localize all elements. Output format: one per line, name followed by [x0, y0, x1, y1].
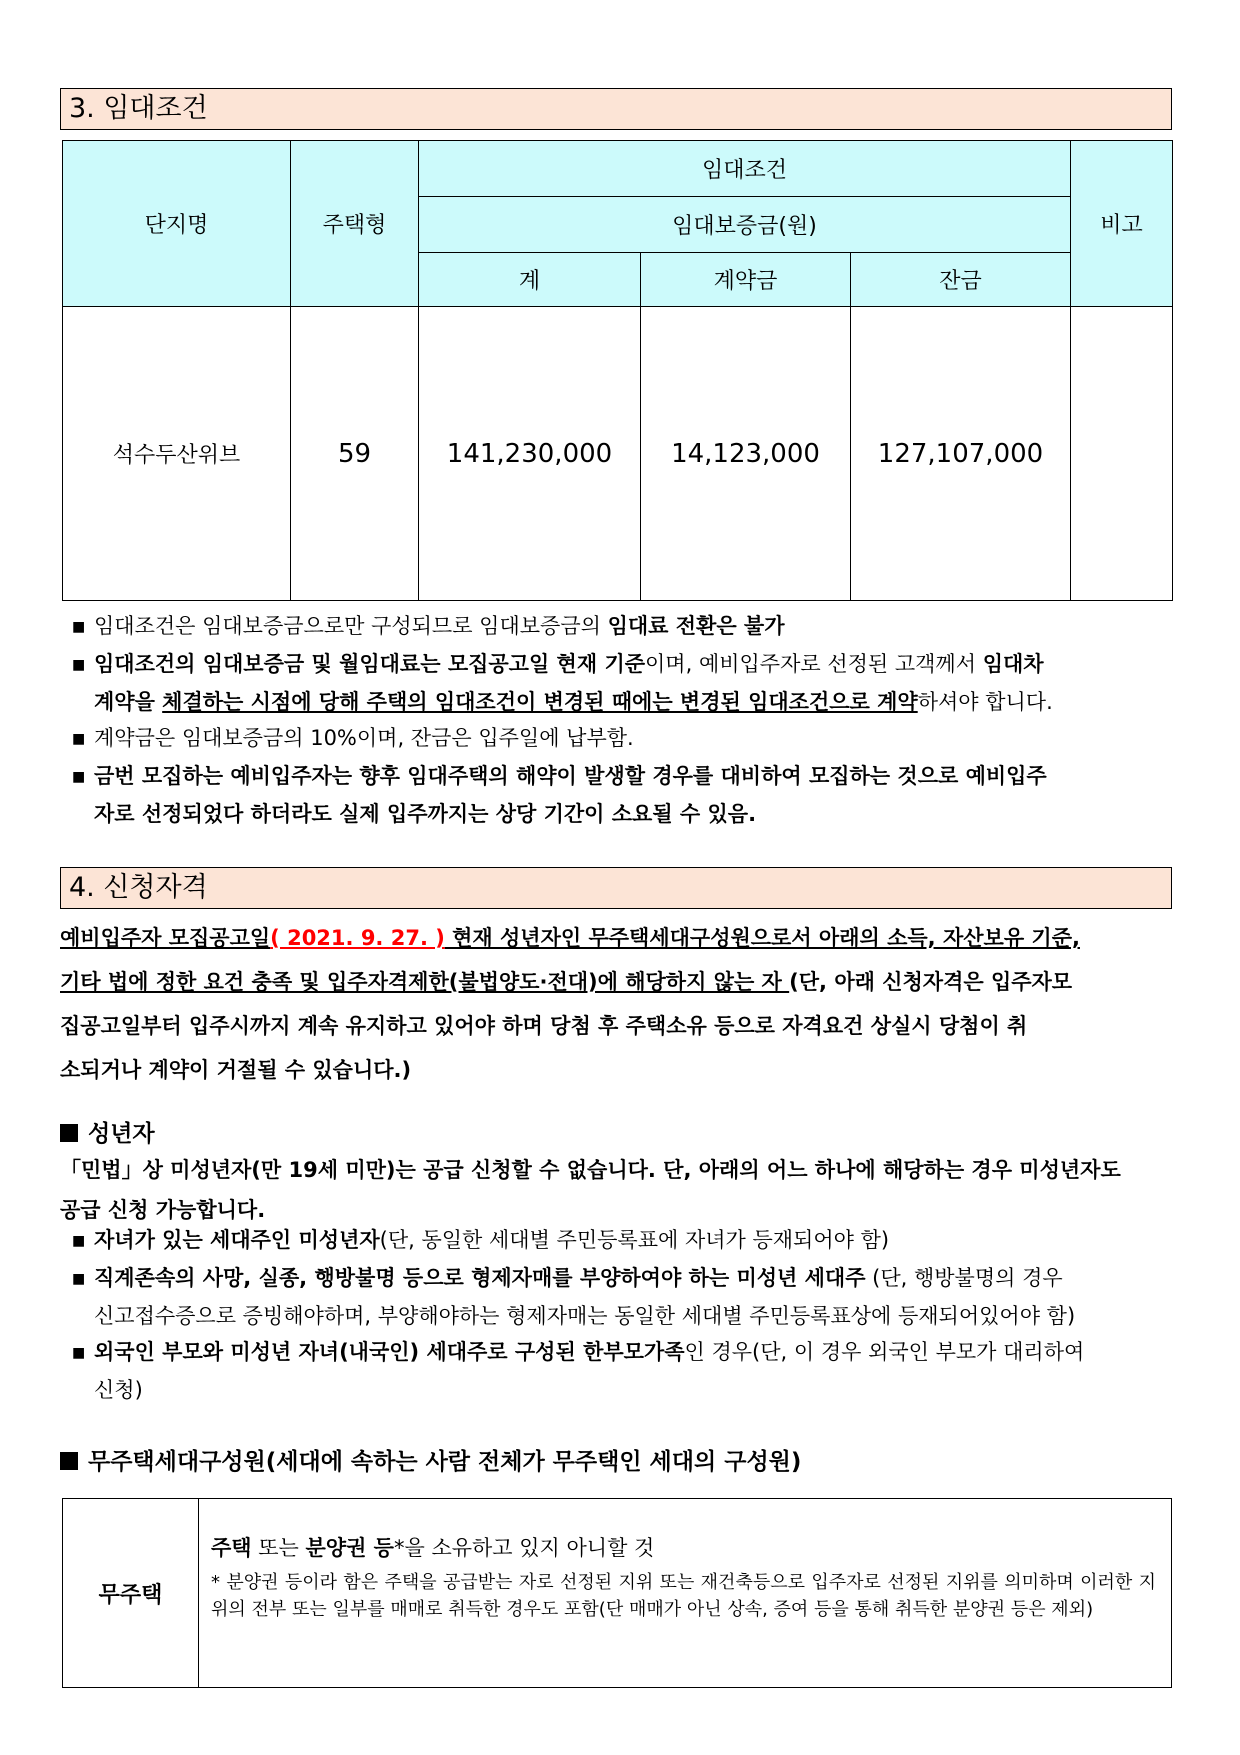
intro-line2-underlined: 기타 법에 정한 요건 충족 및 입주자격제한(불법양도·전대)에 해당하지 않는 자	[60, 970, 790, 994]
adult-desc-line2: 공급 신청 가능합니다.	[60, 1198, 266, 1222]
intro-line4: 소되거나 계약이 거절될 수 있습니다.)	[60, 1058, 412, 1082]
adult-b3-bold: 외국인 부모와 미성년 자녀(내국인) 세대주로 구성된 한부모가족	[94, 1340, 685, 1364]
note-1-bold: 임대료 전환은 불가	[607, 614, 785, 638]
square-icon	[60, 1124, 78, 1142]
note-4	[72, 758, 1172, 833]
note-2-bold: 임대조건의 임대보증금 및 월임대료는 모집공고일 현재 기준	[94, 652, 646, 676]
cell-contract: 14,123,000	[641, 307, 851, 601]
intro-line3: 집공고일부터 입주시까지 계속 유지하고 있어야 하며 당첨 후 주택소유 등으로 자격요건 상실시 당첨이 취	[60, 1014, 1028, 1038]
eligibility-intro	[60, 916, 1172, 1092]
intro-text-1: 예비입주자 모집공고일	[60, 926, 271, 950]
no-house-box	[62, 1498, 1172, 1688]
header-complex: 단지명	[63, 141, 291, 307]
note-2-line2-text: 하셔야 합니다.	[917, 690, 1053, 714]
adult-b1-text: (단, 동일한 세대별 주민등록표에 자녀가 등재되어야 함)	[379, 1228, 890, 1252]
header-total: 계	[419, 253, 641, 307]
no-house-label: 무주택	[63, 1499, 199, 1687]
bullet-icon: ■	[72, 1345, 86, 1361]
no-house-b1: 주택	[211, 1536, 252, 1560]
square-icon	[60, 1452, 78, 1470]
intro-text-2: 현재 성년자인 무주택세대구성원으로서 아래의 소득, 자산보유 기준,	[444, 926, 1080, 950]
no-house-p2: *을 소유하고 있지 아니할 것	[393, 1536, 655, 1560]
cell-balance: 127,107,000	[851, 307, 1071, 601]
note-2-bold-2: 임대차	[982, 652, 1044, 676]
no-house-requirement	[211, 1533, 1156, 1563]
note-3	[72, 720, 1172, 758]
note-2-line2-bold: 계약을	[94, 690, 163, 714]
bullet-icon: ■	[72, 657, 86, 673]
note-2-text: 이며, 예비입주자로 선정된 고객께서	[645, 652, 983, 676]
cell-house-type: 59	[291, 307, 419, 601]
adult-b2-text: (단, 행방불명의 경우	[865, 1266, 1063, 1290]
header-remarks: 비고	[1071, 141, 1173, 307]
bullet-icon: ■	[72, 1271, 86, 1287]
adult-b3-text: 인 경우(단, 이 경우 외국인 부모가 대리하여	[684, 1340, 1085, 1364]
adult-heading-text: 성년자	[88, 1121, 155, 1147]
note-1	[72, 608, 1172, 646]
no-house-footnote: * 분양권 등이라 함은 주택을 공급받는 자로 선정된 지위 또는 재건축등으로 입주자로 선정된 지위를 의미하며 이러한 지위의 전부 또는 일부를 매매로 취득한 경우도 포함(단 매매가 아닌 상속, 증여 등을 통해 취득한 분양권 등은 제외)	[211, 1572, 1156, 1620]
no-house-heading	[60, 1443, 801, 1476]
bullet-icon: ■	[72, 731, 86, 747]
cell-complex: 석수두산위브	[63, 307, 291, 601]
note-4-line1: 금번 모집하는 예비입주자는 향후 임대주택의 해약이 발생할 경우를 대비하여 모집하는 것으로 예비입주	[94, 764, 1047, 788]
section-4-title: 4. 신청자격	[60, 867, 1172, 909]
header-house-type: 주택형	[291, 141, 419, 307]
table-row	[63, 307, 1173, 601]
adult-bullet-1	[72, 1222, 1172, 1260]
adult-b3-line2: 신청)	[94, 1378, 143, 1402]
bullet-icon: ■	[72, 769, 86, 785]
bullet-icon: ■	[72, 619, 86, 635]
adult-bullet-2	[72, 1260, 1172, 1335]
header-deposit: 임대보증금(원)	[419, 197, 1071, 253]
bullet-icon: ■	[72, 1233, 86, 1249]
header-balance: 잔금	[851, 253, 1071, 307]
adult-description	[60, 1150, 1172, 1230]
note-2	[72, 646, 1172, 721]
cell-total: 141,230,000	[419, 307, 641, 601]
note-3-text: 계약금은 임대보증금의 10%이며, 잔금은 입주일에 납부함.	[94, 726, 634, 750]
no-house-heading-text: 무주택세대구성원(세대에 속하는 사람 전체가 무주택인 세대의 구성원)	[88, 1449, 802, 1475]
adult-desc-line1: 「민법」상 미성년자(만 19세 미만)는 공급 신청할 수 없습니다. 단, 아래의 어느 하나에 해당하는 경우 미성년자도	[60, 1158, 1121, 1182]
cell-remarks	[1071, 307, 1173, 601]
note-2-underlined: 체결하는 시점에 당해 주택의 임대조건이 변경된 때에는 변경된 임대조건으로 계약	[162, 690, 918, 714]
lease-conditions-table	[62, 140, 1173, 601]
intro-line2-rest: (단, 아래 신청자격은 입주자모	[789, 970, 1073, 994]
section-3-title: 3. 임대조건	[60, 88, 1172, 130]
adult-b1-bold: 자녀가 있는 세대주인 미성년자	[94, 1228, 380, 1252]
header-contract: 계약금	[641, 253, 851, 307]
adult-heading	[60, 1115, 155, 1148]
adult-b2-line2: 신고접수증으로 증빙해야하며, 부양해야하는 형제자매는 동일한 세대별 주민등록표상에 등재되어있어야 함)	[94, 1304, 1076, 1328]
note-1-text: 임대조건은 임대보증금으로만 구성되므로 임대보증금의	[94, 614, 608, 638]
intro-date: ( 2021. 9. 27. )	[270, 926, 445, 950]
header-lease-conditions: 임대조건	[419, 141, 1071, 197]
adult-b2-bold: 직계존속의 사망, 실종, 행방불명 등으로 형제자매를 부양하여야 하는 미성년 세대주	[94, 1266, 866, 1290]
no-house-p1: 또는	[251, 1536, 306, 1560]
no-house-b2: 분양권 등	[305, 1536, 394, 1560]
note-4-line2: 자로 선정되었다 하더라도 실제 입주까지는 상당 기간이 소요될 수 있음.	[94, 802, 757, 826]
adult-bullet-3	[72, 1334, 1172, 1409]
